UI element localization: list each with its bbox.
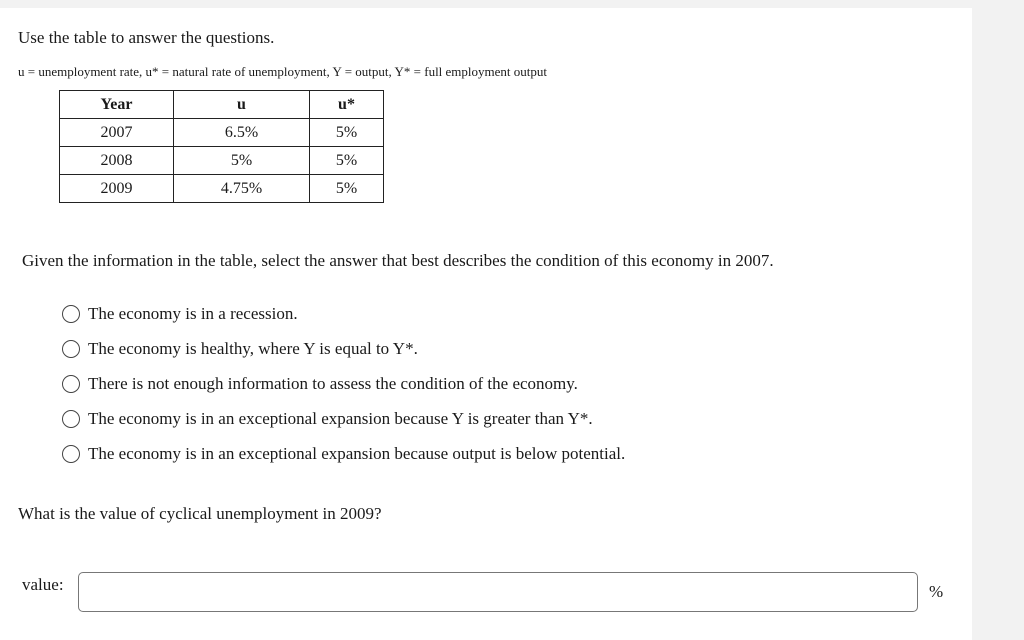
cell-u: 6.5% [174, 119, 310, 147]
answer-option-expansion-below-potential[interactable] [62, 436, 625, 471]
option-label: The economy is healthy, where Y is equal to Y*. [88, 338, 418, 358]
answer-options [62, 296, 625, 471]
legend-text: u = unemployment rate, u* = natural rate of unemployment, Y = output, Y* = full employment output [18, 64, 548, 79]
option-label: The economy is in an exceptional expansion because Y is greater than Y*. [88, 408, 593, 428]
table-row [60, 147, 384, 175]
table-row [60, 175, 384, 203]
question-panel [0, 8, 972, 640]
option-label: There is not enough information to assess the condition of the economy. [88, 373, 578, 393]
question-1-prompt: Given the information in the table, select the answer that best describes the condition of this economy in 2007. [22, 251, 774, 270]
column-header-u: u [174, 91, 310, 119]
radio-button[interactable] [62, 305, 80, 323]
cell-u-star: 5% [310, 147, 384, 175]
value-input[interactable] [78, 572, 918, 612]
cell-u: 5% [174, 147, 310, 175]
answer-option-healthy[interactable] [62, 331, 625, 366]
cell-year: 2007 [60, 119, 174, 147]
cell-u-star: 5% [310, 175, 384, 203]
question-2-prompt: What is the value of cyclical unemployment in 2009? [18, 504, 382, 523]
column-header-year: Year [60, 91, 174, 119]
table-row [60, 119, 384, 147]
cell-year: 2008 [60, 147, 174, 175]
intro-text: Use the table to answer the questions. [18, 28, 275, 47]
option-label: The economy is in a recession. [88, 303, 298, 323]
radio-button[interactable] [62, 375, 80, 393]
radio-button[interactable] [62, 340, 80, 358]
option-label: The economy is in an exceptional expansion because output is below potential. [88, 443, 626, 463]
table-header-row [60, 91, 384, 119]
answer-option-not-enough-info[interactable] [62, 366, 625, 401]
data-table [59, 90, 384, 203]
radio-button[interactable] [62, 445, 80, 463]
cell-u: 4.75% [174, 175, 310, 203]
radio-button[interactable] [62, 410, 80, 428]
answer-option-expansion-y-greater[interactable] [62, 401, 625, 436]
answer-option-recession[interactable] [62, 296, 625, 331]
cell-year: 2009 [60, 175, 174, 203]
column-header-u-star: u* [310, 91, 384, 119]
cell-u-star: 5% [310, 119, 384, 147]
value-label: value: [22, 575, 64, 594]
percent-unit: % [929, 582, 944, 601]
